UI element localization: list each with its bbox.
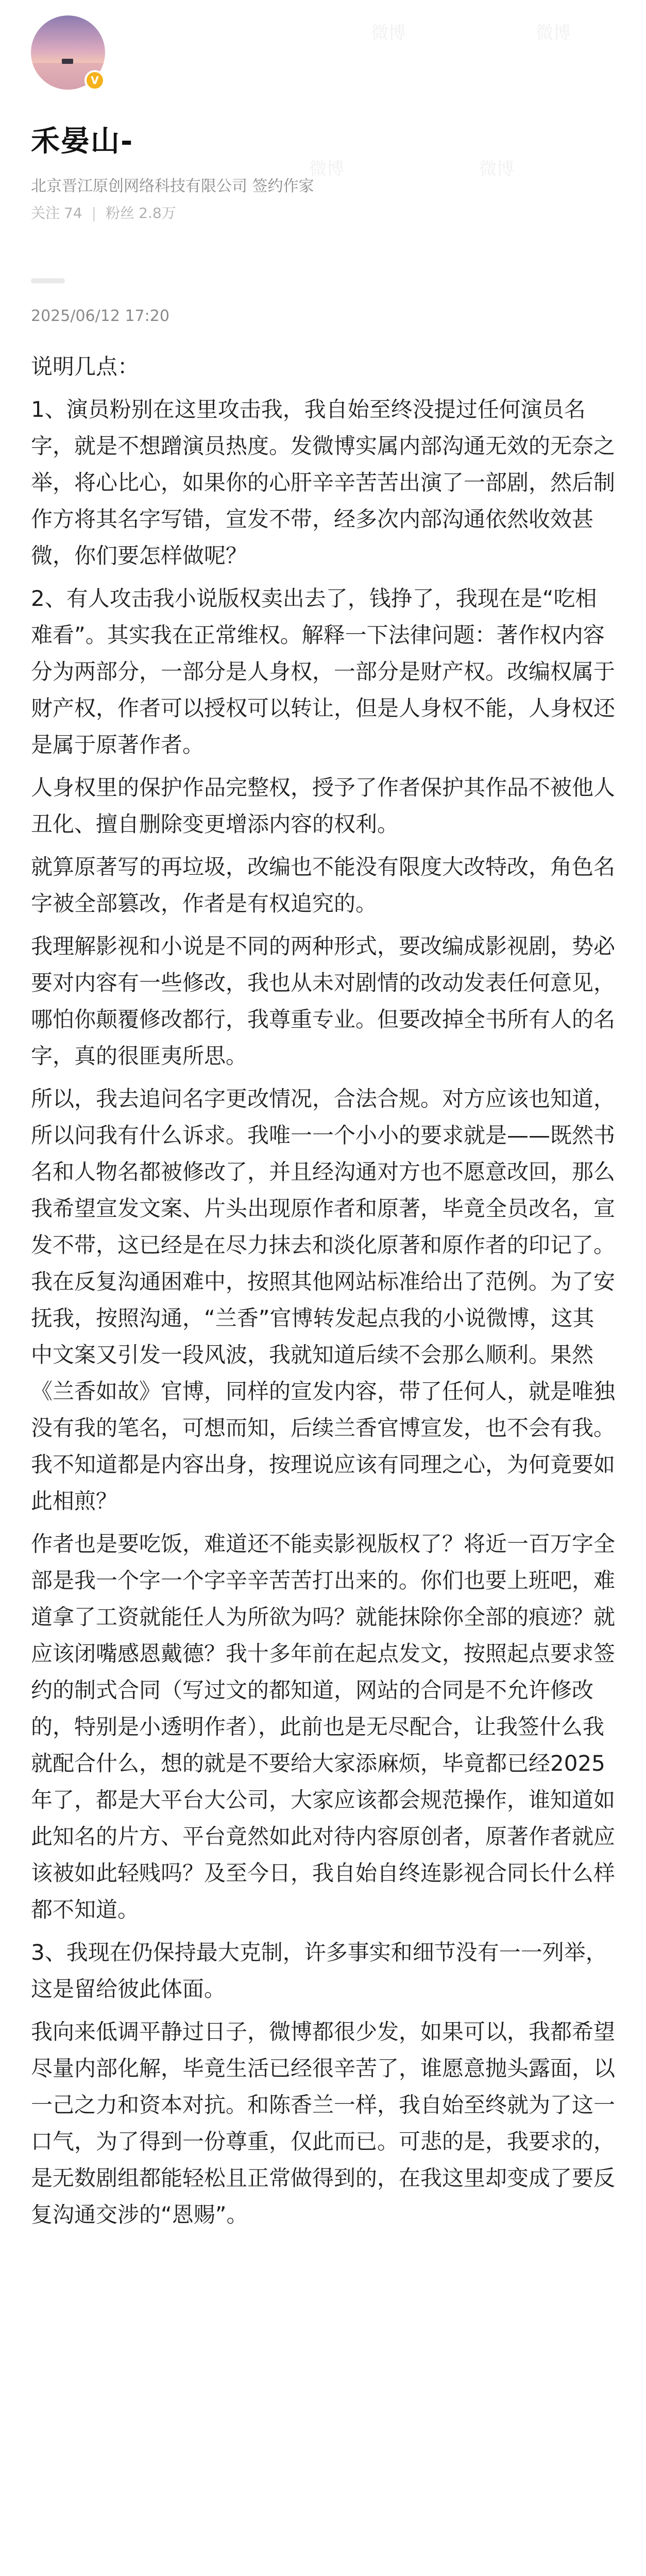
post-paragraph: 作者也是要吃饭，难道还不能卖影视版权了？将近一百万字全部是我一个字一个字辛辛苦苦打出来的。你们也要上班吧，难道拿了工资就能任人为所欲为吗？就能抹除你全部的痕迹？就应该闭嘴感恩戴德？我十多年前在起点发文，按照起点要求签约的制式合同（写过文的都知道，网站的合同是不允许修改的，特别是小透明作者），此前也是无尽配合，让我签什么我就配合什么，想的就是不要给大家添麻烦，毕竟都已经2025年了，都是大平台大公司，大家应该都会规范操作，谁知道如此知名的片方、平台竟然如此对待内容原创者，原著作者就应该被如此轻贱吗？及至今日，我自始自终连影视合同长什么样都不知道。 [31, 1531, 616, 1922]
stats-separator: | [91, 205, 97, 222]
watermark: 微博 [371, 23, 406, 43]
avatar-boat [62, 59, 73, 64]
watermark: 微博 [536, 23, 571, 43]
divider [31, 278, 65, 283]
following-count[interactable]: 74 [64, 205, 82, 222]
post-paragraph: 所以，我去追问名字更改情况，合法合规。对方应该也知道，所以问我有什么诉求。我唯一一个小小的要求就是——既然书名和人物名都被修改了，并且经沟通对方也不愿意改回，那么我希望宣发文案、片头出现原作者和原著，毕竟全员改名，宣发不带，这已经是在尽力抹去和淡化原著和原作者的印记了。我在反复沟通困难中，按照其他网站标准给出了范例。为了安抚我，按照沟通，“兰香”官博转发起点我的小说微博，这其中文案又引发一段风波，我就知道后续不会那么顺利。果然《兰香如故》官博，同样的宣发内容，带了任何人，就是唯独没有我的笔名，可想而知，后续兰香官博宣发，也不会有我。我不知道都是内容出身，按理说应该有同理之心，为何竟要如此相煎？ [31, 1086, 616, 1514]
post-date: 2025/06/12 17:20 [31, 307, 169, 325]
post-paragraph: 3、我现在仍保持最大克制，许多事实和细节没有一一列举，这是留给彼此体面。 [31, 1940, 607, 2002]
post-paragraph: 1、演员粉别在这里攻击我，我自始至终没提过任何演员名字，就是不想蹭演员热度。发微博实属内部沟通无效的无奈之举，将心比心，如果你的心肝辛辛苦苦出演了一部剧，然后制作方将其名字写错，宣发不带，经多次内部沟通依然收效甚微，你们要怎样做呢？ [31, 397, 616, 568]
post-paragraph: 2、有人攻击我小说版权卖出去了，钱挣了，我现在是“吃相难看”。其实我在正常维权。解释一下法律问题：著作权内容分为两部分，一部分是人身权，一部分是财产权。改编权属于财产权，作者可以授权可以转让，但是人身权不能，人身权还是属于原著作者。 [31, 586, 616, 757]
author-stats [31, 202, 176, 223]
post-paragraph: 说明几点： [31, 354, 140, 379]
watermark: 微博 [479, 159, 514, 179]
watermark: 微博 [309, 159, 344, 179]
author-company: 北京晋江原创网络科技有限公司 签约作家 [31, 177, 314, 195]
post-content [31, 348, 615, 2239]
verified-badge-icon: V [84, 70, 105, 91]
post-paragraph: 我理解影视和小说是不同的两种形式，要改编成影视剧，势必要对内容有一些修改，我也从未对剧情的改动发表任何意见，哪怕你颠覆修改都行，我尊重专业。但要改掉全书所有人的名字，真的很匪夷所思。 [31, 934, 616, 1069]
followers-count[interactable]: 2.8万 [139, 205, 176, 222]
following-label[interactable]: 关注 [31, 205, 60, 222]
post-paragraph: 我向来低调平静过日子，微博都很少发，如果可以，我都希望尽量内部化解，毕竟生活已经很辛苦了，谁愿意抛头露面，以一己之力和资本对抗。和陈香兰一样，我自始至终就为了这一口气，为了得到一份尊重，仅此而已。可悲的是，我要求的，是无数剧组都能轻松且正常做得到的，在我这里却变成了要反复沟通交涉的“恩赐”。 [31, 2019, 616, 2227]
followers-label[interactable]: 粉丝 [106, 205, 135, 222]
post-paragraph: 人身权里的保护作品完整权，授予了作者保护其作品不被他人丑化、擅自删除变更增添内容的权利。 [31, 775, 616, 837]
post-paragraph: 就算原著写的再垃圾，改编也不能没有限度大改特改，角色名字被全部篡改，作者是有权追究的。 [31, 854, 616, 916]
author-name[interactable]: 禾晏山- [31, 125, 134, 158]
